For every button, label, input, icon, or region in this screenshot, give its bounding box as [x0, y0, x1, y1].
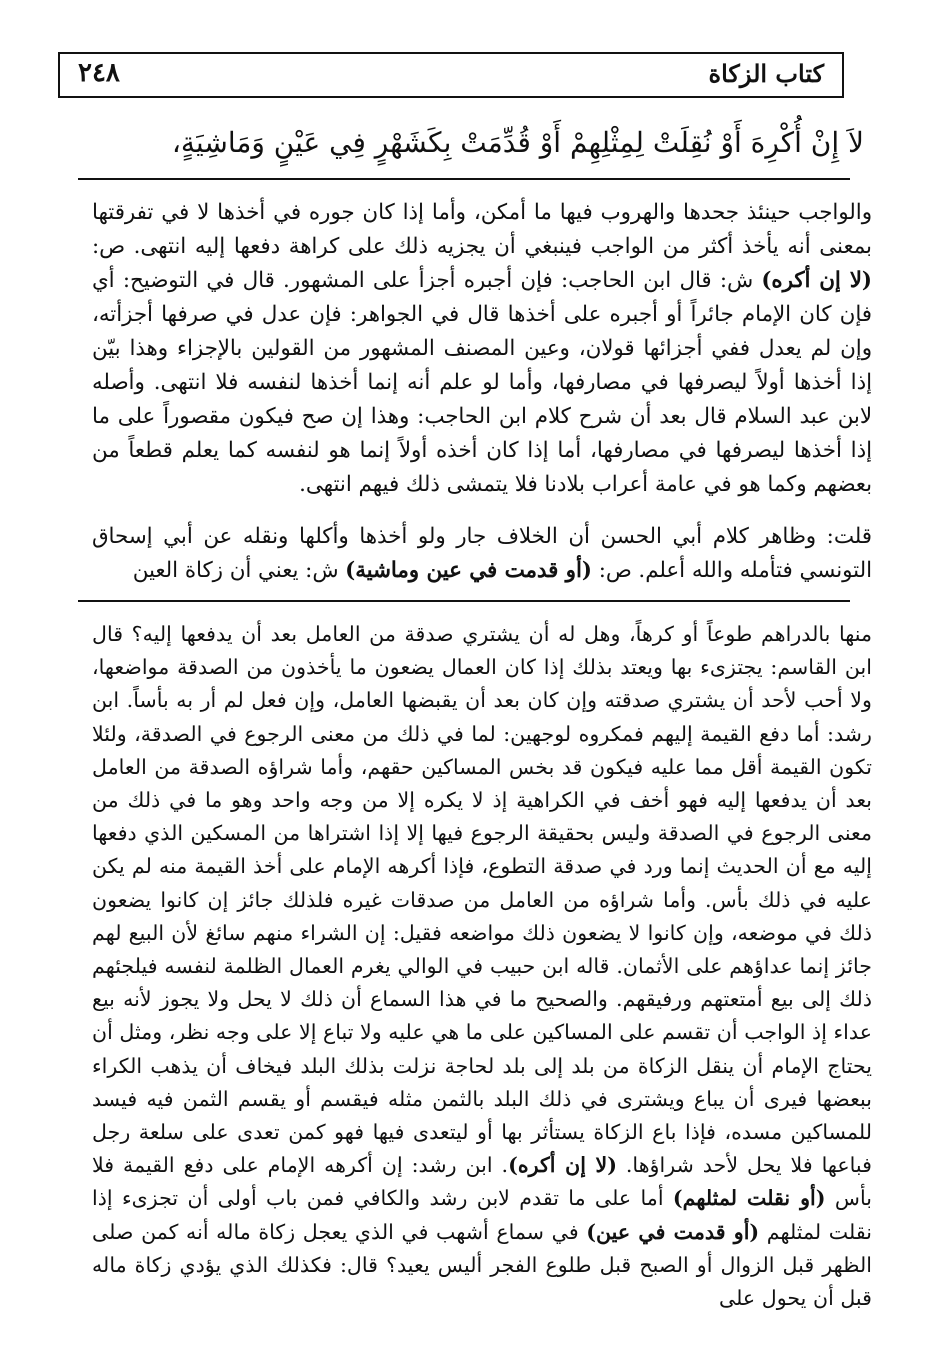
sharh-text: قلت: وظاهر كلام أبي الحسن أن الخلاف جار ولو أخذها وأكلها ونقله عن أبي إسحاق التونسي فتأمله والله أعلم. ص:: [92, 524, 872, 583]
sharh-text: ش: يعني أن زكاة العين: [132, 558, 346, 583]
footnote-quote: (أو قدمت في عين): [586, 1219, 760, 1244]
divider-matn: [78, 178, 850, 180]
matn-quote: (أو قدمت في عين وماشية): [345, 558, 592, 583]
footnote-text: في سماع أشهب في الذي يعجل زكاة ماله أنه كمن صلى الظهر قبل الزوال أو الصبح قبل طلوع الفجر أليس يعيد؟ قال: فكذلك الذي يؤدي زكاة ماله قبل أن يحول على: [92, 1219, 872, 1311]
page-number: ٢٤٨: [78, 58, 120, 88]
sharh-text: ش: قال ابن الحاجب: فإن أجبره أجزأ على المشهور. قال في التوضيح: أي فإن كان الإمام جائراً أو أجبره على أخذها قال في الجواهر: فإن عدل في صرفها أجزأته، وإن لم يعدل ففي أجزائها قولان، وعين المصنف المشهور من القولين بالإجزاء وهذا بيّن إذا أخذها أولاً ليصرفها في مصارفها، وأما لو علم أنه إنما أخذها لنفسه فلا انتهى. وأصله لابن عبد السلام قال بعد أن شرح كلام ابن الحاجب: وهذا إن صح فيكون مقصوراً على ما إذا أخذها ليصرفها في مصارفها، أما إذا كان أخذه أولاً إنما هو لنفسه كما يعلم قطعاً من بعضهم وكما هو في عامة أعراب بلادنا فلا يتمشى ذلك فيهم انتهى.: [92, 268, 872, 497]
sharh-text: والواجب حينئذ جحدها والهروب فيها ما أمكن، وأما إذا كان جوره في أخذها لا في تفرقتها بمعنى أنه يأخذ أكثر من الواجب فينبغي أن يجزيه ذلك على كراهة دفعها إليه انتهى. ص:: [92, 200, 872, 259]
footnote-text: أما على ما تقدم لابن رشد والكافي فمن باب أولى أن تجزىء إذا نقلت لمثلهم: [92, 1186, 872, 1244]
matn-line: لاَ إِنْ أُكْرِهَ أَوْ نُقِلَتْ لِمِثْلِهِمْ أَوْ قُدِّمَتْ بِكَشَهْرٍ فِي عَيْنٍ وَمَاشِيَةٍ،: [171, 126, 864, 159]
footnote-text: منها بالدراهم طوعاً أو كرهاً، وهل له أن يشتري صدقة من العامل بعد أن يدفعها إليه؟ قال ابن القاسم: يجتزىء بها ويعتد بذلك إذا كان العمال يضعون ما يأخذون من الصدقة مواضعها، ولا أحب لأحد أن يشتري صدقته وإن كان بعد أن يقبضها العامل، وإن فعل لم أر به بأساً. ابن رشد: أما دفع القيمة إليهم فمكروه لوجهين: لما في ذلك من معنى الرجوع في الصدقة، ولئلا تكون القيمة أقل مما عليه فيكون قد بخس المساكين حقهم، وأما شراؤه الصدقة من العامل بعد أن يدفعها إليه فهو أخف في الكراهية إذ لا يكره إلا من وجه واحد وهو ما في ذلك من معنى الرجوع في الصدقة وليس بحقيقة الرجوع فيها إلا إذا اشتراها من المسكين الذي دفعها إليه مع أن الحديث إنما ورد في صدقة التطوع، فإذا أكرهه الإمام على أخذ القيمة منه لم يكن عليه في ذلك بأس. وأما شراؤه من العامل من صدقات غيره فلذلك جائز إن كانوا يضعون ذلك في موضعه، وإن كانوا لا يضعون ذلك مواضعه فقيل: إن الشراء منهم سائغ لأن البيع لهم جائز إنما عداؤهم على الأثمان. قاله ابن حبيب في الوالي يغرم العمال الظلمة لنفسه فيلجئهم ذلك إلى بيع أمتعتهم ورفيقهم. والصحيح ما في هذا السماع أن ذلك لا يحل ولا يجوز لأنه بيع عداء إذ الواجب أن تقسم على المساكين على ما هي عليه ولا تباع إلا على وجه نظر، ومثل أن يحتاج الإمام أن ينقل الزكاة من بلد إلى بلد لحاجة نزلت بذلك البلد فيخاف أن يذهب الكراء ببعضها فيرى أن يباع ويشترى في ذلك البلد بالثمن مثله فيقسم أو يقسم الثمن فيه فيسد للمساكين مسده، فإذا باع الزكاة يستأثر بها أو ليتعدى فيها فهو كمن تعدى على سلعة رجل فباعها فلا يحل لأحد شراؤها.: [92, 622, 872, 1178]
divider-footnote: [78, 600, 850, 602]
book-title: كتاب الزكاة: [708, 59, 824, 88]
sharh-paragraph-2: [92, 520, 872, 588]
sharh-paragraph-1: [92, 196, 872, 502]
running-header: [58, 52, 844, 98]
footnote-quote: (لا إن أكره): [508, 1153, 617, 1178]
footnote-paragraph: [92, 618, 872, 1315]
footnote-text: . ابن رشد: إن أكرهه الإمام على دفع القيمة فلا بأس: [92, 1153, 873, 1211]
footnote-quote: (أو نقلت لمثلهم): [672, 1186, 826, 1211]
matn-quote: (لا إن أكره): [761, 268, 872, 293]
